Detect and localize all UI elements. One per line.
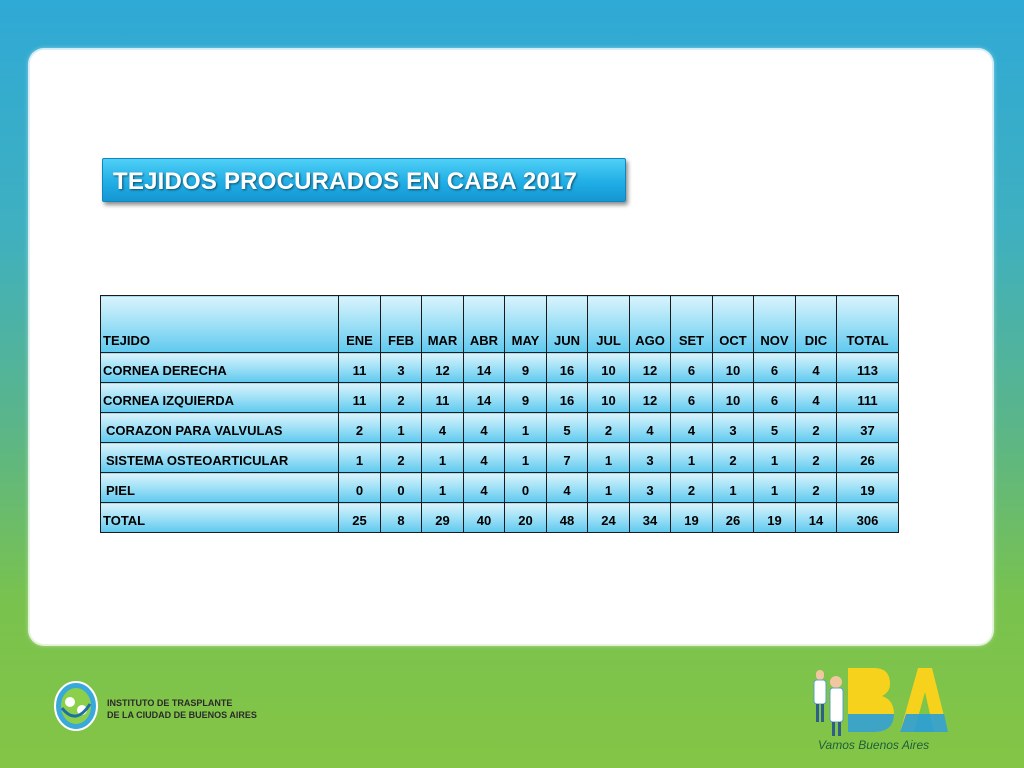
table-cell: 1: [381, 413, 422, 443]
table-cell: 1: [671, 443, 713, 473]
table-cell: 24: [588, 503, 630, 533]
table-cell: 1: [505, 443, 547, 473]
row-label: SISTEMA OSTEOARTICULAR: [101, 443, 339, 473]
table-cell: 4: [464, 443, 505, 473]
page-title: TEJIDOS PROCURADOS EN CABA 2017: [113, 168, 578, 195]
table-cell: 4: [547, 473, 588, 503]
table-cell: 7: [547, 443, 588, 473]
table-cell: 25: [339, 503, 381, 533]
table-cell: 20: [505, 503, 547, 533]
table-cell: 10: [713, 383, 754, 413]
table-row: [101, 503, 899, 533]
table-header-row: [101, 296, 899, 353]
table-cell: 3: [630, 443, 671, 473]
col-header-may: MAY: [505, 296, 547, 353]
table-cell: 1: [505, 413, 547, 443]
table-cell: 1: [422, 473, 464, 503]
table-cell: 3: [630, 473, 671, 503]
table-cell: 12: [422, 353, 464, 383]
table-cell: 2: [339, 413, 381, 443]
table-cell: 5: [754, 413, 796, 443]
table-cell: 19: [671, 503, 713, 533]
col-header-nov: NOV: [754, 296, 796, 353]
table-cell: 12: [630, 353, 671, 383]
table-cell: 6: [671, 353, 713, 383]
col-header-total: TOTAL: [837, 296, 899, 353]
table-cell: 34: [630, 503, 671, 533]
tissues-table: [100, 295, 899, 533]
table-cell: 4: [422, 413, 464, 443]
table-row: [101, 443, 899, 473]
row-label: CORAZON PARA VALVULAS: [101, 413, 339, 443]
institute-logo-icon: [52, 678, 100, 734]
table-cell: 1: [588, 443, 630, 473]
row-label: CORNEA DERECHA: [101, 353, 339, 383]
table-cell: 29: [422, 503, 464, 533]
col-header-abr: ABR: [464, 296, 505, 353]
table-row: [101, 353, 899, 383]
table-cell: 0: [505, 473, 547, 503]
table-cell: 1: [588, 473, 630, 503]
col-header-jun: JUN: [547, 296, 588, 353]
col-header-ene: ENE: [339, 296, 381, 353]
table-cell: 37: [837, 413, 899, 443]
table-cell: 19: [754, 503, 796, 533]
table-cell: 2: [796, 443, 837, 473]
table-cell: 40: [464, 503, 505, 533]
table-cell: 9: [505, 383, 547, 413]
row-label: PIEL: [101, 473, 339, 503]
table-cell: 11: [422, 383, 464, 413]
table-cell: 11: [339, 383, 381, 413]
table-cell: 10: [588, 353, 630, 383]
table-cell: 0: [339, 473, 381, 503]
table-cell: 1: [713, 473, 754, 503]
table-cell: 4: [796, 383, 837, 413]
table-cell: 2: [381, 443, 422, 473]
ba-logo-text: BA: [808, 662, 810, 663]
table-cell: 14: [464, 383, 505, 413]
table-cell: 19: [837, 473, 899, 503]
institute-name: INSTITUTO DE TRASPLANTE DE LA CIUDAD DE BUENOS AIRES: [107, 698, 257, 720]
table-cell: 0: [381, 473, 422, 503]
table-cell: 11: [339, 353, 381, 383]
table-cell: 26: [713, 503, 754, 533]
col-header-feb: FEB: [381, 296, 422, 353]
table-cell: 2: [713, 443, 754, 473]
table-cell: 2: [588, 413, 630, 443]
table-cell: 3: [381, 353, 422, 383]
col-header-tejido: TEJIDO: [101, 296, 339, 353]
table-cell: 111: [837, 383, 899, 413]
table-cell: 9: [505, 353, 547, 383]
table-cell: 1: [754, 443, 796, 473]
table-cell: 4: [796, 353, 837, 383]
table-row: [101, 413, 899, 443]
table-cell: 4: [671, 413, 713, 443]
title-banner: [102, 158, 626, 202]
table-cell: 2: [381, 383, 422, 413]
col-header-mar: MAR: [422, 296, 464, 353]
col-header-set: SET: [671, 296, 713, 353]
table-row: [101, 383, 899, 413]
table-cell: 10: [713, 353, 754, 383]
table-cell: 14: [464, 353, 505, 383]
table-cell: 6: [754, 353, 796, 383]
row-label: TOTAL: [101, 503, 339, 533]
table-cell: 26: [837, 443, 899, 473]
table-cell: 6: [671, 383, 713, 413]
ba-slogan: Vamos Buenos Aires: [818, 738, 930, 752]
table-cell: 4: [464, 473, 505, 503]
table-cell: 3: [713, 413, 754, 443]
table-cell: 10: [588, 383, 630, 413]
table-cell: 6: [754, 383, 796, 413]
table-cell: 1: [339, 443, 381, 473]
table-cell: 113: [837, 353, 899, 383]
table-cell: 12: [630, 383, 671, 413]
table-cell: 2: [671, 473, 713, 503]
table-cell: 1: [754, 473, 796, 503]
table-cell: 1: [422, 443, 464, 473]
table-cell: 16: [547, 353, 588, 383]
table-cell: 48: [547, 503, 588, 533]
table-cell: 306: [837, 503, 899, 533]
table-cell: 8: [381, 503, 422, 533]
col-header-jul: JUL: [588, 296, 630, 353]
table-row: [101, 473, 899, 503]
col-header-oct: OCT: [713, 296, 754, 353]
table-cell: 4: [464, 413, 505, 443]
table-cell: 16: [547, 383, 588, 413]
table-cell: 4: [630, 413, 671, 443]
table-cell: 2: [796, 413, 837, 443]
row-label: CORNEA IZQUIERDA: [101, 383, 339, 413]
table-cell: 5: [547, 413, 588, 443]
col-header-ago: AGO: [630, 296, 671, 353]
col-header-dic: DIC: [796, 296, 837, 353]
table-cell: 14: [796, 503, 837, 533]
table-cell: 2: [796, 473, 837, 503]
